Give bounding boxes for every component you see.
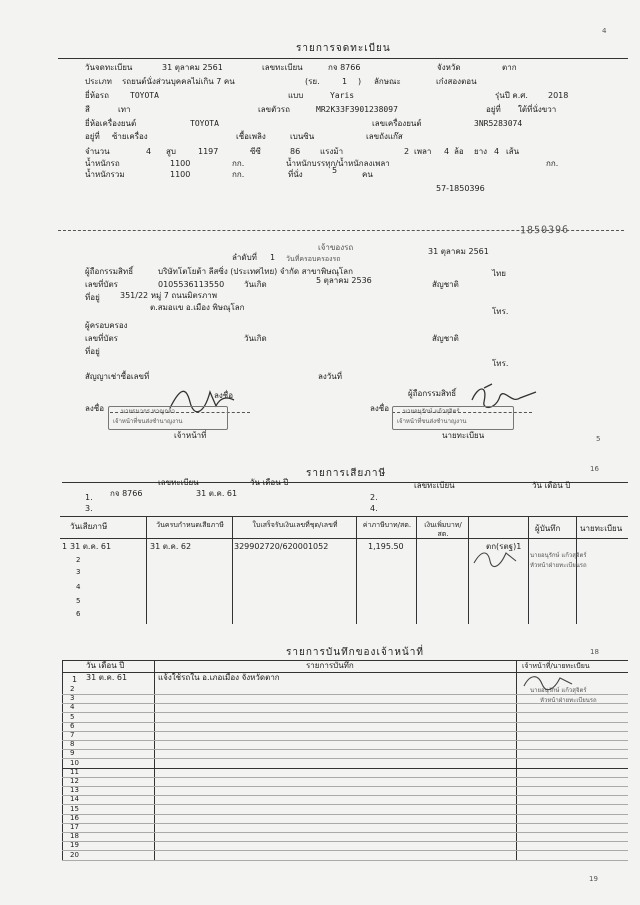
section-title: รายการจดทะเบียน	[296, 43, 391, 54]
engine-brand-label: ยี่ห้อเครื่องยนต์	[85, 119, 137, 128]
row-number: 1	[62, 542, 68, 551]
type-code: 1	[342, 77, 348, 86]
log-row-number: 6	[70, 721, 75, 730]
log-row-number: 5	[70, 712, 75, 721]
payload-unit: กก.	[546, 159, 559, 168]
stamp-text: เจ้าหน้าที่ขนส่งชำนาญงาน	[113, 418, 183, 425]
vin-label: เลขตัวรถ	[258, 105, 290, 114]
log-stamp: หัวหน้าฝ่ายทะเบียนรถ	[540, 697, 597, 704]
engine-loc-label: อยู่ที่	[85, 132, 100, 141]
brand: TOYOTA	[130, 91, 159, 100]
owner-dob: 5 ตุลาคม 2536	[316, 276, 372, 285]
tires: 4	[494, 147, 500, 156]
tax-r3: 3.	[85, 504, 93, 513]
tax-col-header: ค่าภาษีบาท/สต.	[362, 521, 412, 529]
page-number: 16	[590, 465, 599, 473]
model-label: แบบ	[288, 91, 304, 100]
row-line	[62, 860, 628, 861]
type-label: ประเภท	[85, 77, 112, 86]
engine-brand: TOYOTA	[190, 119, 219, 128]
log-row-number: 3	[70, 694, 75, 703]
count-label: จำนวน	[85, 147, 110, 156]
dob2-label: วันเกิด	[244, 334, 267, 343]
province: ตาก	[502, 63, 517, 72]
log-row-number: 17	[70, 823, 79, 831]
officer-right-title: นายทะเบียน	[442, 431, 485, 440]
log-row-number: 18	[70, 832, 79, 841]
year: 2018	[548, 91, 569, 100]
tax-due-date: 31 ต.ค. 62	[150, 542, 192, 551]
tax-r1-date: 31 ต.ค. 61	[196, 489, 238, 498]
tax-amount: 1,195.50	[368, 542, 404, 551]
tax-r1: 1.	[85, 493, 93, 502]
row-line	[62, 768, 628, 769]
tax-r4: 4.	[370, 504, 378, 513]
wheels-label: ล้อ	[454, 147, 464, 156]
tax-col-header: ใบเสร็จรับเงินเลขที่ชุด/เลขที่	[252, 521, 338, 529]
reg-date: 31 ตุลาคม 2561	[162, 63, 223, 72]
year-label: รุ่นปี ค.ศ.	[495, 91, 528, 100]
page-number: 18	[590, 648, 599, 656]
order: 1	[270, 253, 276, 262]
log-row-number: 11	[70, 767, 79, 776]
tires-unit: เส้น	[506, 147, 520, 156]
log-row-number: 20	[70, 850, 79, 859]
weight-label: น้ำหนักรถ	[85, 159, 120, 168]
log-row-number: 2	[70, 685, 75, 693]
brand-label: ยี่ห้อรถ	[85, 91, 109, 100]
row-line	[62, 749, 628, 750]
tax-paid-date: 31 ต.ค. 61	[70, 542, 112, 551]
page-number: 19	[589, 875, 598, 883]
weight: 1100	[170, 159, 191, 168]
tax-col-header: ผู้บันทึก	[535, 524, 561, 533]
log-row-number: 4	[70, 703, 75, 712]
owner-address-2: ต.สมอแข อ.เมือง พิษณุโลก	[150, 303, 245, 312]
wheels: 4	[444, 147, 450, 156]
vin-loc: ใต้ที่นั่งขวา	[518, 105, 557, 114]
contract-label: สัญญาเช่าซื้อเลขที่	[85, 372, 150, 381]
reg-date-label: วันจดทะเบียน	[85, 63, 133, 72]
hp-label: แรงม้า	[320, 147, 344, 156]
gross-label: น้ำหนักรวม	[85, 170, 125, 179]
address2-label: ที่อยู่	[85, 347, 100, 356]
table-col-line	[516, 660, 517, 860]
style: เก๋งสองตอน	[436, 77, 477, 86]
page-number: 4	[602, 27, 607, 35]
log-row-number: 13	[70, 786, 79, 795]
gas-tank-label: เลขถังแก๊ส	[366, 132, 403, 141]
tax-r2: 2.	[370, 493, 378, 502]
row-number: 5	[76, 597, 81, 605]
cylinders: 4	[146, 147, 152, 156]
tax-col-header: วันเสียภาษี	[70, 522, 108, 531]
row-line	[62, 712, 628, 713]
cyl-label: สูบ	[166, 147, 176, 156]
axles-label: เพลา	[414, 147, 432, 156]
stamp-text: นายอนุรักษ์ แก้วสุจิตร์	[403, 408, 460, 415]
stamp-text: นายธนากร หาญกล้า	[121, 408, 175, 415]
row-line	[62, 814, 628, 815]
table-col-line	[576, 516, 577, 624]
color: เทา	[118, 105, 131, 114]
log-row-number: 14	[70, 795, 79, 804]
dob-label: วันเกิด	[244, 280, 267, 289]
plate-label: เลขทะเบียน	[262, 63, 303, 72]
row-line	[62, 795, 628, 796]
owner-title: เจ้าของรถ	[318, 243, 354, 252]
gross-unit: กก.	[232, 170, 245, 179]
officer-stamp-left	[108, 406, 228, 430]
recorder-stamp: หัวหน้าฝ่ายทะเบียนรถ	[530, 562, 587, 569]
tax-h-plate: เลขทะเบียน	[158, 478, 199, 487]
row-line	[62, 722, 628, 723]
log-stamp: นายอนุรักษ์ แก้วสุจิตร์	[530, 687, 587, 694]
table-col-line	[356, 516, 357, 624]
log-h-officer: เจ้าหน้าที่/นายทะเบียน	[522, 662, 590, 670]
page-number: 5	[596, 435, 601, 443]
row-number: 4	[76, 583, 81, 591]
doc-number: 57-1850396	[436, 184, 485, 193]
owner-nationality: ไทย	[492, 269, 506, 278]
sig-left-label: ลงชื่อ	[85, 404, 105, 413]
style-label: ลักษณะ	[374, 77, 401, 86]
log-row-number: 1	[72, 675, 78, 684]
tax-h-date: วัน เดือน ปี	[250, 478, 289, 487]
log-row-number: 7	[70, 731, 75, 739]
id-label: เลขที่บัตร	[85, 280, 118, 289]
color-label: สี	[85, 105, 90, 114]
cc-label: ซีซี	[250, 147, 261, 156]
signature-icon	[520, 670, 580, 694]
plate: กจ 8766	[328, 63, 361, 72]
tax-r1-plate: กจ 8766	[110, 489, 143, 498]
tel2-label: โทร.	[492, 359, 509, 368]
hp: 86	[290, 147, 301, 156]
payload-label: น้ำหนักบรรทุก/น้ำหนักลงเพลา	[286, 159, 390, 168]
row-line	[62, 841, 628, 842]
type-code-suffix: )	[358, 77, 362, 86]
log-row-number: 15	[70, 804, 79, 813]
officer-stamp-right	[392, 406, 514, 430]
log-date: 31 ต.ค. 61	[86, 673, 128, 682]
tax-h-date2: วัน เดือน ปี	[532, 481, 571, 490]
section-title: รายการบันทึกของเจ้าหน้าที่	[286, 647, 424, 658]
table-col-line	[416, 516, 417, 624]
nationality2-label: สัญชาติ	[432, 334, 459, 343]
address-label: ที่อยู่	[85, 293, 100, 302]
nationality-label: สัญชาติ	[432, 280, 459, 289]
table-col-line	[146, 516, 147, 624]
row-line	[62, 832, 628, 833]
divider	[58, 230, 624, 231]
type: รถยนต์นั่งส่วนบุคคลไม่เกิน 7 คน	[122, 77, 235, 86]
log-row-number: 16	[70, 813, 79, 822]
vin: MR2K33F3901238097	[316, 105, 398, 114]
table-col-line	[232, 516, 233, 624]
row-number: 6	[76, 610, 81, 618]
engine-no-label: เลขเครื่องยนต์	[372, 119, 422, 128]
province-label: จังหวัด	[437, 63, 461, 72]
row-line	[62, 777, 628, 778]
log-row-number: 10	[70, 758, 79, 767]
vin-loc-label: อยู่ที่	[486, 105, 501, 114]
log-row-number: 9	[70, 749, 75, 758]
id2-label: เลขที่บัตร	[85, 334, 118, 343]
officer-left-title: เจ้าหน้าที่	[174, 431, 207, 440]
order-note: วันที่ครอบครองรถ	[286, 255, 341, 263]
fuel-label: เชื้อเพลิง	[236, 132, 266, 141]
log-row-number: 19	[70, 841, 79, 850]
axles: 2	[404, 147, 410, 156]
row-number: 2	[76, 556, 81, 564]
model: Yaris	[330, 91, 355, 100]
stamp-text: เจ้าหน้าที่ขนส่งชำนาญงาน	[397, 418, 467, 425]
row-line	[62, 823, 628, 824]
seats-unit: คน	[362, 170, 373, 179]
stamp-number: 1850396	[519, 224, 570, 237]
row-line	[62, 786, 628, 787]
sig-right-label: ผู้ถือกรรมสิทธิ์	[408, 389, 457, 398]
tax-col-header: วันครบกำหนดเสียภาษี	[156, 521, 224, 529]
owner-date: 31 ตุลาคม 2561	[428, 247, 489, 256]
tax-col-header: นายทะเบียน	[580, 524, 623, 533]
contract-date-label: ลงวันที่	[318, 372, 343, 381]
fuel: เบนซิน	[290, 132, 315, 141]
gross: 1100	[170, 170, 191, 179]
row-line	[62, 740, 628, 741]
log-h-entry: รายการบันทึก	[306, 661, 354, 670]
cc: 1197	[198, 147, 219, 156]
signature-icon	[470, 542, 530, 571]
seats: 5	[332, 166, 338, 175]
seats-label: ที่นั่ง	[288, 170, 303, 179]
log-row-number: 8	[70, 740, 75, 749]
tax-h-plate2: เลขทะเบียน	[414, 481, 455, 490]
recorder-stamp: นายอนุรักษ์ แก้วสุจิตร์	[530, 552, 587, 559]
log-entry: แจ้งใช้รถใน อ.เภอเมือง จังหวัดตาก	[158, 673, 280, 682]
sig-right-caption: ลงชื่อ	[370, 404, 390, 413]
table-col-line	[154, 660, 155, 860]
row-number: 3	[76, 568, 81, 576]
owner-address-1: 351/22 หมู่ 7 ถนนมิตรภาพ	[120, 291, 217, 300]
weight-unit: กก.	[232, 159, 245, 168]
log-h-date: วัน เดือน ปี	[86, 661, 125, 670]
owner-label: ผู้ถือกรรมสิทธิ์	[85, 267, 134, 276]
owner-name: บริษัทโตโยต้า ลีสซิ่ง (ประเทศไทย) จำกัด สาขาพิษณุโลก	[158, 267, 353, 276]
row-line	[62, 703, 628, 704]
tax-receipt: 329902720/620001052	[234, 542, 329, 551]
row-line	[62, 694, 628, 695]
row-line	[62, 804, 628, 805]
order-label: ลำดับที่	[232, 253, 257, 262]
divider	[58, 58, 628, 59]
row-line	[62, 758, 628, 759]
engine-no: 3NR5283074	[474, 119, 523, 128]
row-line	[62, 731, 628, 732]
log-row-number: 12	[70, 777, 79, 785]
engine-loc: ซ้ายเครื่อง	[112, 132, 148, 141]
tax-recorder: ตก(รตฐ)1	[486, 542, 522, 551]
type-code-prefix: (รย.	[305, 77, 320, 86]
possessor-label: ผู้ครอบครอง	[85, 321, 128, 330]
table-col-line	[62, 660, 63, 860]
row-line	[62, 850, 628, 851]
owner-id: 0105536113550	[158, 280, 225, 289]
tires-label: ยาง	[474, 147, 488, 156]
sig-left-caption: ลงชื่อ	[214, 391, 234, 400]
section-title: รายการเสียภาษี	[306, 468, 387, 479]
tax-col-header: เงินเพิ่มบาท/สต.	[424, 521, 462, 538]
tel-label: โทร.	[492, 307, 509, 316]
table-col-line	[468, 516, 469, 624]
